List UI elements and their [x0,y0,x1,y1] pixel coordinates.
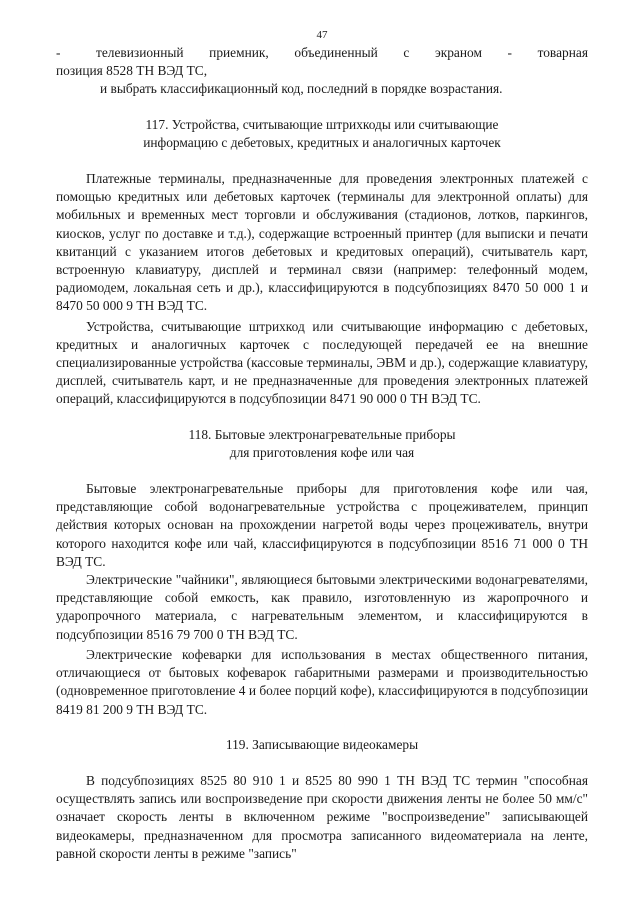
section-118-heading [56,426,588,462]
section-117-paragraph-1: Платежные терминалы, предназначенные для проведения электронных платежей с помощью кредитных или дебетовых карточек (терминалы для электронной оплаты) для мобильных и временных мест торговли и обслуживания (стадионов, лотков, паркингов, киосков, услуг по доставке и т.д.), содержащие встроенный принтер (для выписки и печати квитанций с указанием итогов дебетовых и кредитовых операций), считыватель карт, встроенную клавиатуру, дисплей и терминал связи (например: телефонный модем, радиомодем, локальная сеть и др.), классифицируются в подсубпозициях 8470 50 000 1 и 8470 50 000 9 ТН ВЭД ТС. [56,171,588,314]
section-119-heading-line1: 119. Записывающие видеокамеры [225,736,419,752]
page-number: 47 [316,29,328,41]
intro-line1-text: телевизионный приемник, объединенный с экраном - товарная [96,45,588,60]
intro-line3: и выбрать классификационный код, последний в порядке возрастания. [100,81,503,97]
intro-dash-line [56,44,588,62]
section-118-paragraph-1: Бытовые электронагревательные приборы для приготовления кофе или чая, представляющие собой водонагревательные устройства с процеживателем, принцип действия которых основан на прохождении нагретой воды через процеживатель, внутри которого находится кофе или чай, классифицируются в подсубпозиции 8516 71 000 0 ТН ВЭД ТС. [56,481,588,569]
section-118-heading-line2: для приготовления кофе или чая [229,444,415,460]
section-119-heading [56,736,588,754]
section-118-heading-line1: 118. Бытовые электронагревательные приборы [188,426,456,442]
document-page [56,28,588,863]
list-dash: - [56,45,61,60]
section-117-paragraph-2: Устройства, считывающие штрихкод или считывающие информацию с дебетовых, кредитных и аналогичных карточек с последующей передачей ее на внешние специализированные устройства (кассовые терминалы, ЭВМ и др.), содержащие клавиатуру, дисплей, считыватель карт, и не предназначенные для проведения электронных платежей операций, классифицируются в подсубпозиции 8471 90 000 0 ТН ВЭД ТС. [56,318,588,407]
section-118-paragraph-3: Электрические кофеварки для использования в местах общественного питания, отличающиеся от бытовых кофеварок габаритными размерами и производительностью (одновременное приготовление 4 и более порций кофе), классифицируются в подсубпозиции 8419 81 200 9 ТН ВЭД ТС. [56,646,589,717]
section-118-paragraph-2: Электрические "чайники", являющиеся бытовыми электрическими водонагревателями, представляющие собой емкость, как правило, изготовленную из жаропрочного и ударопрочного материала, с нагревательным элементом, и классифицируются в подсубпозиции 8516 79 700 0 ТН ВЭД ТС. [56,572,588,642]
intro-line2: позиция 8528 ТН ВЭД ТС, [56,63,208,79]
section-119-paragraph-1: В подсубпозициях 8525 80 910 1 и 8525 80 990 1 ТН ВЭД ТС термин "способная осуществлять запись или воспроизведение при скорости движения ленты не более 50 мм/с" означает скорость ленты в включенном режиме "воспроизведение" записывающей видеокамеры, предназначенном для просмотра записанного видеоматериала на ленте, равной скорости ленты в режиме "запись" [56,772,588,861]
section-117-heading [56,116,588,152]
section-117-heading-line2: информацию с дебетовых, кредитных и аналогичных карточек [143,134,501,150]
section-117-heading-line1: 117. Устройства, считывающие штрихкоды или считывающие [145,116,499,132]
